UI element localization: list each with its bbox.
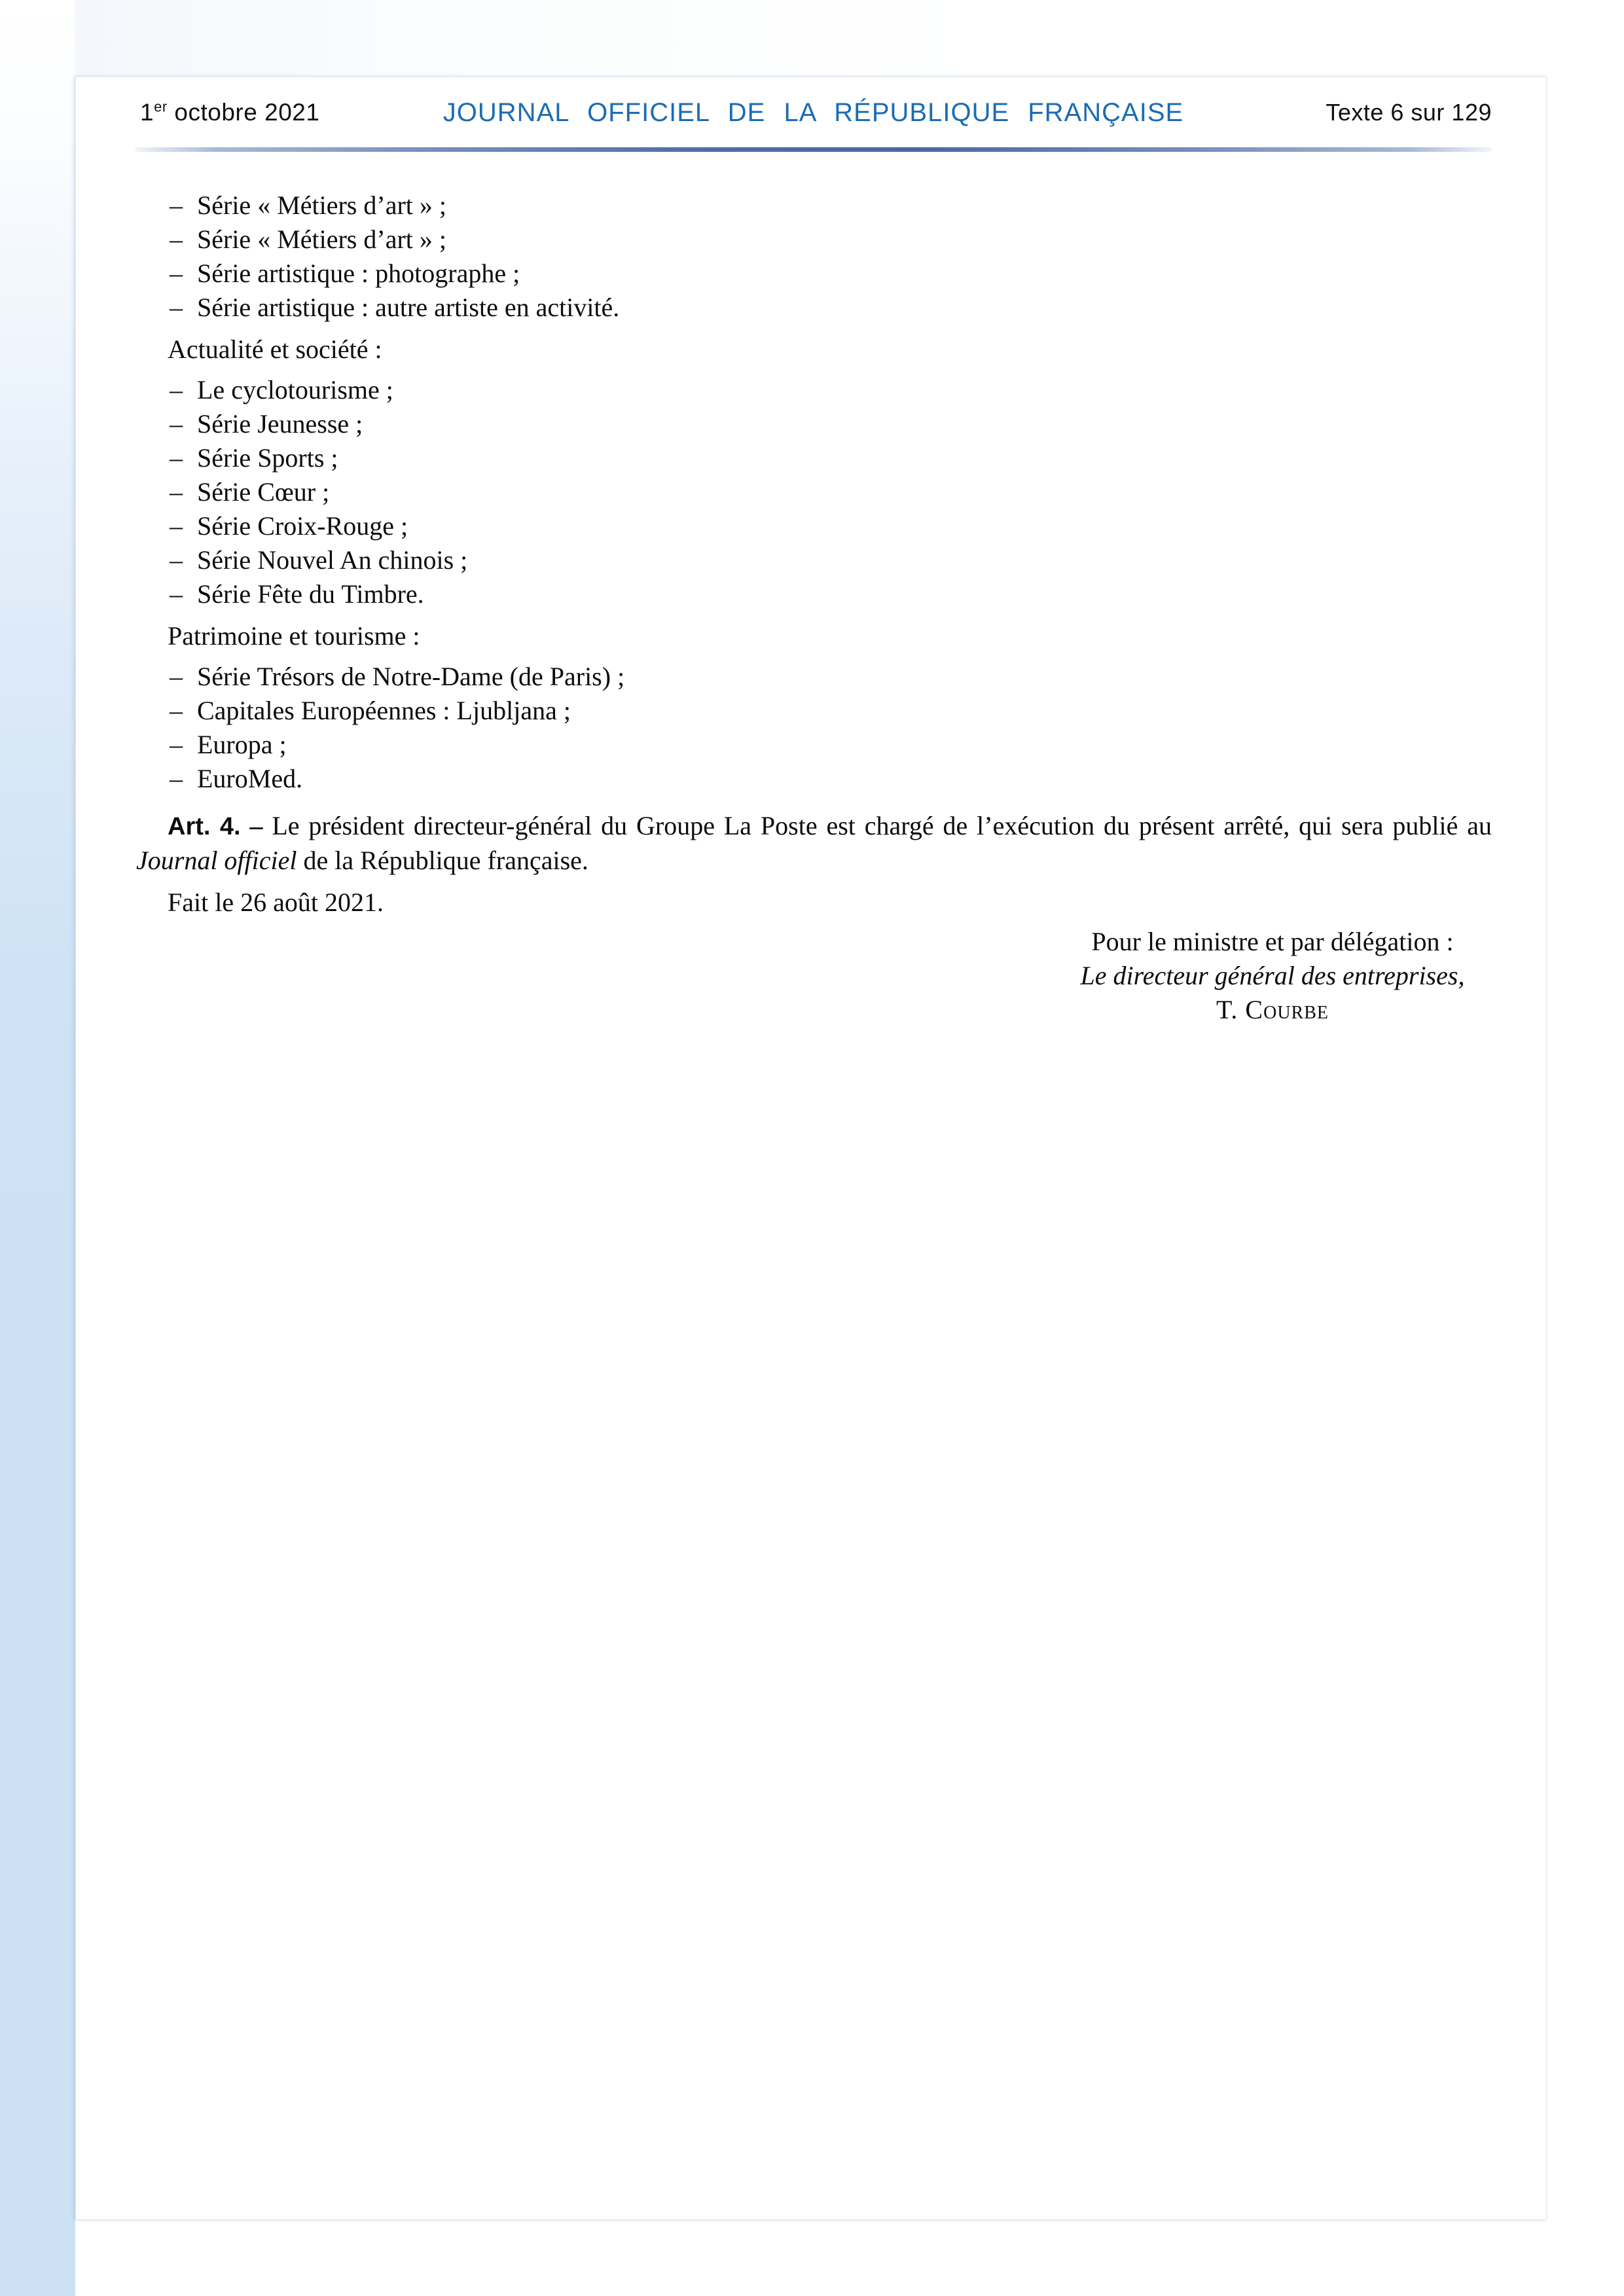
page-margin-gradient bbox=[0, 0, 75, 2296]
list-item bbox=[136, 694, 1492, 728]
document-page bbox=[75, 77, 1547, 2220]
list-item-text: Série Jeunesse ; bbox=[197, 409, 363, 439]
signature-delegation-line: Pour le ministre et par délégation : bbox=[1091, 927, 1454, 956]
list-item-text: Série « Métiers d’art » ; bbox=[197, 224, 446, 254]
list-item bbox=[136, 728, 1492, 762]
dash-bullet: – bbox=[170, 730, 183, 759]
list-item bbox=[136, 188, 1492, 223]
article-4-separator: – bbox=[240, 811, 272, 840]
dash-bullet: – bbox=[170, 259, 183, 288]
dash-bullet: – bbox=[170, 190, 183, 220]
list-item bbox=[136, 660, 1492, 694]
list-item-text: Capitales Européennes : Ljubljana ; bbox=[197, 696, 571, 725]
header-rule bbox=[135, 147, 1492, 152]
list-item bbox=[136, 509, 1492, 543]
dash-bullet: – bbox=[170, 545, 183, 575]
journal-title: JOURNAL OFFICIEL DE LA RÉPUBLIQUE FRANÇAISE bbox=[442, 98, 1184, 127]
list-item-text: Série artistique : photographe ; bbox=[197, 259, 520, 288]
list-item bbox=[136, 291, 1492, 325]
section-heading-patrimoine: Patrimoine et tourisme : bbox=[168, 621, 420, 651]
list-item bbox=[136, 373, 1492, 407]
header-date-ordinal: er bbox=[154, 98, 168, 115]
list-item bbox=[136, 762, 1492, 796]
document-content bbox=[136, 188, 1492, 1027]
dash-bullet: – bbox=[170, 579, 183, 609]
list-item-text: Série Sports ; bbox=[197, 443, 338, 473]
article-4-text: Le président directeur-général du Groupe La Poste est chargé de l’exécution du présent arrêté, qui sera publié au bbox=[272, 811, 1492, 840]
article-4-paragraph bbox=[136, 809, 1492, 878]
text-reference: Texte 6 sur 129 bbox=[1326, 99, 1492, 126]
section-heading-actualite: Actualité et société : bbox=[168, 334, 382, 364]
dash-bullet: – bbox=[170, 293, 183, 322]
signature-block bbox=[1043, 925, 1502, 1027]
list-item bbox=[136, 223, 1492, 257]
dash-bullet: – bbox=[170, 409, 183, 439]
list-item-text: Le cyclotourisme ; bbox=[197, 375, 393, 404]
header-date-rest: octobre 2021 bbox=[167, 99, 320, 126]
list-item-text: Europa ; bbox=[197, 730, 287, 759]
dash-bullet: – bbox=[170, 477, 183, 507]
article-4-label: Art. 4. bbox=[168, 813, 241, 840]
dateline: Fait le 26 août 2021. bbox=[168, 888, 384, 917]
list-item bbox=[136, 407, 1492, 441]
dash-bullet: – bbox=[170, 443, 183, 473]
dash-bullet: – bbox=[170, 696, 183, 725]
list-item bbox=[136, 257, 1492, 291]
header-date-day: 1 bbox=[140, 99, 154, 126]
list-item-text: Série Fête du Timbre. bbox=[197, 579, 424, 609]
list-item bbox=[136, 577, 1492, 611]
dash-bullet: – bbox=[170, 764, 183, 793]
signature-name: T. Courbe bbox=[1216, 995, 1329, 1024]
series-list-patrimoine bbox=[136, 660, 1492, 796]
list-item-text: Série artistique : autre artiste en activité. bbox=[197, 293, 620, 322]
signature-role-line: Le directeur général des entreprises, bbox=[1080, 961, 1465, 990]
list-item bbox=[136, 475, 1492, 509]
dash-bullet: – bbox=[170, 662, 183, 691]
list-item bbox=[136, 441, 1492, 475]
dash-bullet: – bbox=[170, 224, 183, 254]
top-margin-tint bbox=[75, 0, 1624, 77]
list-item bbox=[136, 543, 1492, 577]
series-list-art bbox=[136, 188, 1492, 325]
series-list-actualite bbox=[136, 373, 1492, 611]
list-item-text: Série Cœur ; bbox=[197, 477, 330, 507]
dash-bullet: – bbox=[170, 375, 183, 404]
list-item-text: Série « Métiers d’art » ; bbox=[197, 190, 446, 220]
list-item-text: Série Nouvel An chinois ; bbox=[197, 545, 468, 575]
list-item-text: EuroMed. bbox=[197, 764, 303, 793]
dash-bullet: – bbox=[170, 511, 183, 541]
article-4-journal-officiel: Journal officiel bbox=[136, 846, 297, 875]
list-item-text: Série Trésors de Notre-Dame (de Paris) ; bbox=[197, 662, 625, 691]
page-header bbox=[135, 96, 1492, 130]
article-4-text-end: de la République française. bbox=[297, 846, 588, 875]
list-item-text: Série Croix-Rouge ; bbox=[197, 511, 408, 541]
